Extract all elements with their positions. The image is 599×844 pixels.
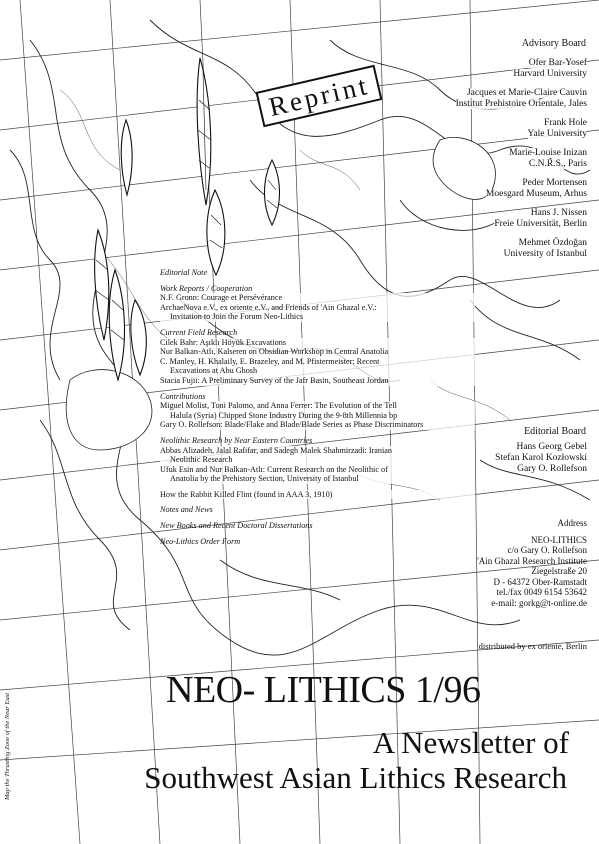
member-affiliation: Yale University bbox=[527, 129, 587, 139]
newsletter-title: NEO- LITHICS 1/96 bbox=[166, 669, 481, 711]
member-name: Peder Mortensen bbox=[522, 178, 587, 188]
map-credit: Map the Thrusting Zone of the Near East bbox=[4, 692, 11, 800]
toc-section-heading: Current Field Research bbox=[160, 327, 238, 337]
editor-name: Gary O. Rollefson bbox=[517, 464, 587, 474]
board-member bbox=[407, 208, 587, 230]
toc-entry: Gary O. Rollefson: Blade/Flake and Blade/Blade Series as Phase Discriminators bbox=[160, 420, 475, 430]
member-name: Mehmet Özdoğan bbox=[518, 238, 587, 248]
member-name: Marie-Louise Inizan bbox=[509, 148, 587, 158]
toc-section-heading: Neo-Lithics Order Form bbox=[160, 536, 241, 546]
member-affiliation: C.N.R.S., Paris bbox=[528, 159, 587, 169]
newsletter-subtitle-line1: A Newsletter of bbox=[372, 725, 569, 760]
address-line: 'Ain Ghazal Research Institute bbox=[477, 555, 587, 566]
board-member bbox=[407, 58, 587, 80]
toc-entry: Invitation to Join the Forum Neo-Lithics bbox=[160, 312, 475, 322]
toc-entry: Neolithic Research bbox=[160, 455, 475, 465]
toc-entry: C. Manley, H. Khalaily, E. Brazeley, and M. Pfistermeister: Recent bbox=[160, 357, 475, 367]
toc-entry: Excavations at Abu Ghosh bbox=[160, 366, 475, 376]
table-of-contents bbox=[160, 268, 475, 546]
toc-entry: Halula (Syria) Chipped Stone Industry During the 9-8th Millennia bp bbox=[160, 411, 475, 421]
address-line: D - 64372 Ober-Ramstadt bbox=[493, 576, 587, 587]
toc-entry: Anatolia by the Prehistory Section, University of Istanbul bbox=[160, 474, 475, 484]
member-name: Ofer Bar-Yosef bbox=[528, 58, 587, 68]
advisory-board bbox=[407, 38, 587, 268]
advisory-board-heading: Advisory Board bbox=[521, 38, 586, 49]
member-name: Jacques et Marie-Claire Cauvin bbox=[466, 88, 587, 98]
toc-entry: Cilek Bahr: Aşıklı Höyük Excavations bbox=[160, 338, 475, 348]
address-line: NEO-LITHICS bbox=[531, 534, 587, 545]
editorial-board-heading: Editorial Board bbox=[524, 426, 586, 437]
address-line: Ziegelstraße 20 bbox=[531, 566, 587, 576]
toc-entry: Stacia Fujii: A Preliminary Survey of the Jafr Basin, Southeast Jordan bbox=[160, 376, 475, 386]
toc-section-heading: Neolithic Research by Near Eastern Countries bbox=[160, 435, 313, 445]
member-affiliation: Moesgard Museum, Arhus bbox=[485, 189, 587, 199]
member-affiliation: Freie Universität, Berlin bbox=[494, 219, 587, 229]
board-member bbox=[407, 178, 587, 200]
board-member bbox=[407, 118, 587, 140]
toc-entry: How the Rabbit Killed Flint (found in AAA 3, 1910) bbox=[160, 490, 475, 500]
editorial-board bbox=[407, 426, 587, 475]
member-name: Hans J. Nissen bbox=[530, 208, 587, 218]
reprint-stamp: Reprint bbox=[256, 65, 383, 128]
board-member bbox=[407, 148, 587, 170]
member-affiliation: University of Istanbul bbox=[503, 249, 587, 259]
toc-section-heading: Work Reports / Cooperation bbox=[160, 283, 253, 293]
toc-entry: Ufuk Esin and Nur Balkan-Atlı: Current Research on the Neolithic of bbox=[160, 465, 475, 475]
member-name: Frank Hole bbox=[543, 118, 587, 128]
toc-section-heading: Notes and News bbox=[160, 505, 213, 515]
member-affiliation: Harvard University bbox=[513, 69, 587, 79]
board-member bbox=[407, 88, 587, 110]
distributed-by: distributed by ex oriente, Berlin bbox=[478, 641, 587, 651]
toc-entry: Miguel Molist, Toni Palomo, and Anna Ferrer: The Evolution of the Tell bbox=[160, 401, 475, 411]
address-line: e-mail: gorkg@t-online.de bbox=[491, 597, 587, 608]
address-block bbox=[407, 518, 587, 608]
toc-entry: Nur Balkan-Atlı, Kalseren on Obsidian Workshop in Central Anatolia bbox=[160, 347, 475, 357]
toc-entry: Abbas Alizadeh, Jalal Rafifar, and Sadegh Malek Shahmirzadi: Iranian bbox=[160, 446, 475, 456]
address-line: tel./fax 0049 6154 53642 bbox=[496, 587, 587, 597]
toc-entry: N.F. Gronn: Courage et Persévérance bbox=[160, 293, 475, 303]
newsletter-subtitle-line2: Southwest Asian Lithics Research bbox=[144, 760, 567, 795]
editor-name: Hans Georg Gebel bbox=[516, 442, 587, 452]
address-line: c/o Gary O. Rollefson bbox=[507, 545, 587, 555]
member-affiliation: Institut Prehistoire Orientale, Jales bbox=[455, 99, 587, 109]
address-heading: Address bbox=[557, 518, 587, 528]
board-member bbox=[407, 238, 587, 260]
toc-section-heading: Contributions bbox=[160, 391, 206, 401]
toc-entry: ArchaeNova e.V., ex oriente e.V., and Friends of 'Ain Ghazal e.V.: bbox=[160, 303, 475, 313]
editor-name: Stefan Karol Kozłowski bbox=[495, 453, 587, 463]
toc-section-heading: New Books and Recent Doctoral Dissertations bbox=[160, 521, 313, 531]
toc-editorial-note: Editorial Note bbox=[160, 268, 208, 277]
